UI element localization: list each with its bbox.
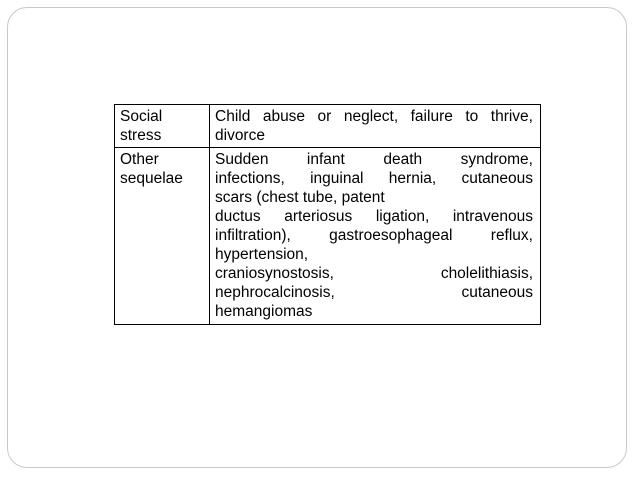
row-description-cell xyxy=(210,148,541,325)
row-description-line: nephrocalcinosis, cutaneous xyxy=(215,284,533,301)
row-description-line: Sudden infant death syndrome, xyxy=(215,151,533,168)
row-label-line: Other xyxy=(120,151,159,168)
row-label-line: stress xyxy=(120,127,162,144)
row-label-cell xyxy=(115,148,210,325)
table-row-other-sequelae xyxy=(115,148,541,325)
row-description-line: hypertension, xyxy=(215,246,309,263)
row-description-line: infiltration), gastroesophageal reflux, xyxy=(215,227,533,244)
row-label-cell xyxy=(115,105,210,148)
row-description-cell xyxy=(210,105,541,148)
content-table xyxy=(114,104,541,325)
row-description-line: hemangiomas xyxy=(215,303,313,320)
row-description-line: Child abuse or neglect, failure to thrive, xyxy=(215,108,533,125)
row-description-line: scars (chest tube, patent xyxy=(215,189,385,206)
row-description-line: ductus arteriosus ligation, intravenous xyxy=(215,208,533,225)
row-label-line: sequelae xyxy=(120,170,183,187)
slide-frame xyxy=(7,7,627,468)
row-label-line: Social xyxy=(120,108,163,125)
row-description-line: craniosynostosis, cholelithiasis, xyxy=(215,265,533,282)
row-description-line: infections, inguinal hernia, cutaneous xyxy=(215,170,533,187)
row-description-line: divorce xyxy=(215,127,265,144)
table-row-social-stress xyxy=(115,105,541,148)
